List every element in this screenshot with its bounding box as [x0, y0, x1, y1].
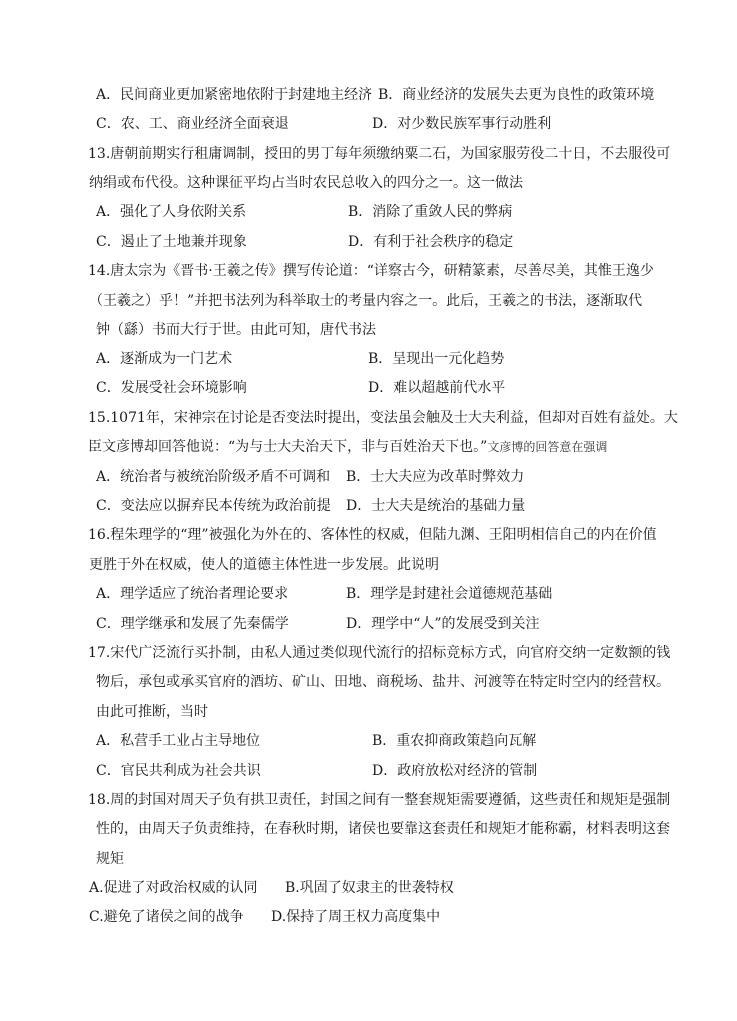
option-13-a: A．强化了人身依附关系 [96, 204, 247, 220]
question-16-stem-line-2: 更胜于外在权威，使人的道德主体性进一步发展。此说明 [89, 557, 439, 573]
question-17-stem-line-3: 由此可推断，当时 [96, 704, 208, 720]
option-12-b: B．商业经济的发展失去更为良性的政策环境 [378, 87, 655, 103]
option-14-c: C．发展受社会环境影响 [96, 380, 247, 396]
option-15-b: B．士大夫应为改革时弊效力 [346, 469, 525, 485]
question-15-stem-line-2 [88, 438, 607, 456]
option-13-b: B．消除了重敛人民的弊病 [348, 204, 513, 220]
question-18-stem-line-3: 规矩 [96, 851, 124, 867]
option-14-b: B．呈现出一元化趋势 [368, 351, 505, 367]
question-17-stem-line-2: 物后，承包或承买官府的酒坊、矿山、田地、商税场、盐井、河渡等在特定时空内的经营权。 [96, 674, 670, 690]
question-13-stem-line-2: 纳绢或布代役。这种课征平均占当时农民总收入的四分之一。这一做法 [89, 175, 523, 191]
option-15-d: D．士大夫是统治的基础力量 [346, 498, 526, 514]
option-16-b: B．理学是封建社会道德规范基础 [346, 586, 553, 602]
option-18-d: D.保持了周王权力高度集中 [271, 909, 441, 925]
question-13-stem-line-1: 13.唐朝前期实行租庸调制，授田的男丁每年须缴纳粟二石，为国家服劳役二十日，不去服役可 [88, 146, 671, 162]
option-16-c: C．理学继承和发展了先秦儒学 [96, 616, 289, 632]
question-14-stem-line-1: 14.唐太宗为《晋书·王羲之传》撰写传论道：“详察古今，研精篆素，尽善尽美，其惟王逸少 [88, 263, 654, 279]
option-18-c: C.避免了诸侯之间的战争 [89, 909, 244, 925]
question-16-stem-line-1: 16.程朱理学的“理”被强化为外在的、客体性的权威，但陆九渊、王阳明相信自己的内在价值 [88, 527, 657, 543]
option-16-d: D．理学中“人”的发展受到关注 [346, 616, 540, 632]
question-17-stem-line-1: 17.宋代广泛流行买扑制，由私人通过类似现代流行的招标竞标方式，向官府交纳一定数额的钱 [88, 645, 671, 661]
question-18-stem-line-1: 18.周的封国对周天子负有拱卫责任，封国之间有一整套规矩需要遵循，这些责任和规矩是强制 [88, 792, 671, 808]
option-13-c: C．遏止了土地兼并现象 [96, 234, 247, 250]
option-17-c: C．官民共利成为社会共识 [96, 763, 261, 779]
question-14-stem-line-3: 钟（繇）书而大行于世。由此可知，唐代书法 [96, 322, 376, 338]
option-18-a: A.促进了对政治权威的认同 [89, 880, 258, 896]
option-15-c: C．变法应以摒弃民本传统为政治前提 [96, 498, 331, 514]
question-15-stem-line-1: 15.1071年，宋神宗在讨论是否变法时提出，变法虽会触及士大夫利益，但却对百姓有益处。大 [88, 410, 678, 426]
option-14-d: D．难以超越前代水平 [368, 380, 506, 396]
option-15-a: A．统治者与被统治阶级矛盾不可调和 [96, 469, 331, 485]
option-12-c: C．农、工、商业经济全面衰退 [96, 116, 289, 132]
option-12-a: A．民间商业更加紧密地依附于封建地主经济 [96, 87, 373, 103]
option-17-d: D．政府放松对经济的管制 [372, 763, 538, 779]
question-15-stem-note: 文彦博的回答意在强调 [487, 440, 608, 454]
option-14-a: A．逐渐成为一门艺术 [96, 351, 233, 367]
option-13-d: D．有利于社会秩序的稳定 [348, 234, 514, 250]
option-12-d: D．对少数民族军事行动胜利 [372, 116, 552, 132]
option-16-a: A．理学适应了统治者理论要求 [96, 586, 289, 602]
question-15-stem-text: 臣文彦博却回答他说：“为与士大夫治天下，非与百姓治天下也。” [88, 439, 488, 455]
option-18-b: B.巩固了奴隶主的世袭特权 [285, 880, 454, 896]
option-17-b: B．重农抑商政策趋向瓦解 [372, 733, 537, 749]
question-18-stem-line-2: 性的，由周天子负责维持，在春秋时期，诸侯也要靠这套责任和规矩才能称霸，材料表明这套 [96, 821, 670, 837]
question-14-stem-line-2: （王羲之）乎！”并把书法列为科举取士的考量内容之一。此后，王羲之的书法，逐渐取代 [89, 293, 643, 309]
option-17-a: A．私营手工业占主导地位 [96, 733, 261, 749]
